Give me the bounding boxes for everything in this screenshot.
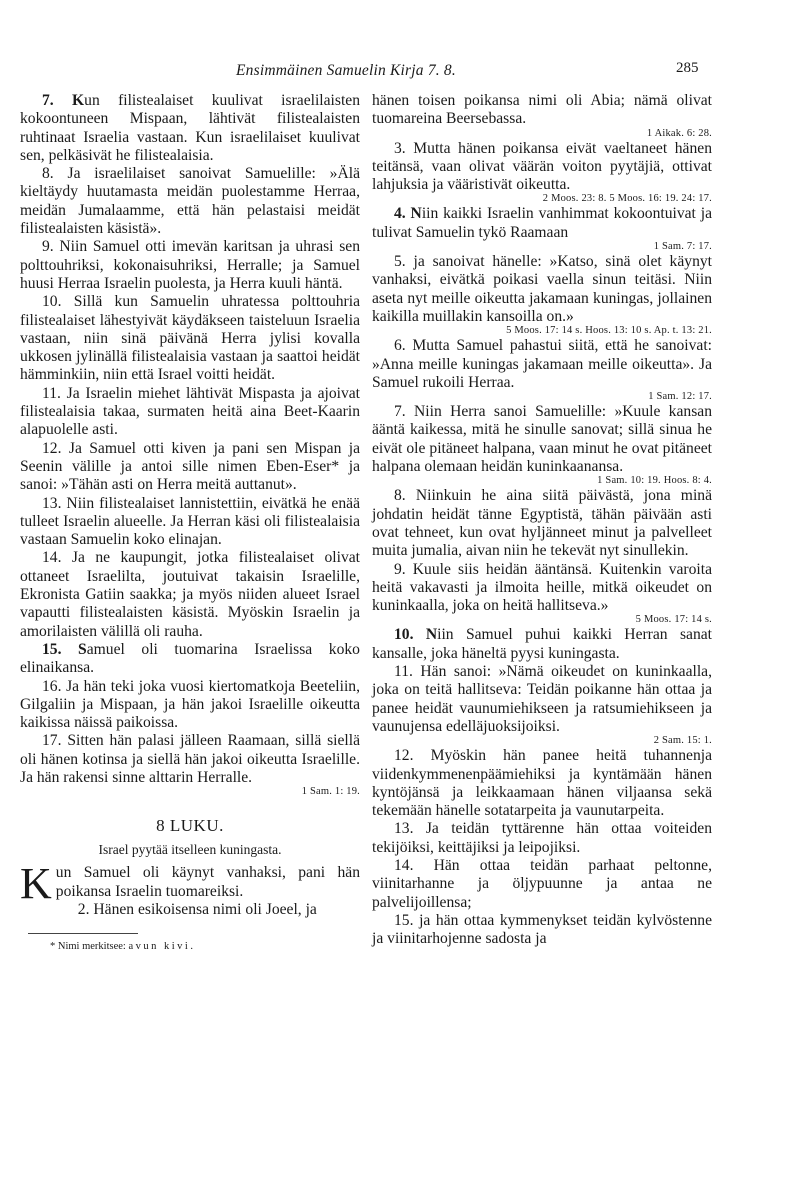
verse-number: 17. (42, 732, 62, 750)
verse-number: 9. (394, 560, 406, 578)
verse-number: 11. (42, 384, 61, 402)
verse-number: 15. (394, 911, 414, 929)
verse-number: 8. (42, 165, 54, 183)
verse-paragraph (372, 337, 712, 403)
verse-paragraph (372, 205, 712, 253)
chapter-paragraphs (20, 859, 360, 919)
verse-text: Niinkuin he aina siitä päivästä, jona minä johdatin heidät tänne Egyptistä, tähän päivään asti ovat tehneet, kun ovat hyljänneet minut ja palvelleet muita jumalia, aivan niin he tekevät nyt sinullekin. (372, 487, 712, 560)
cross-reference: 5 Moos. 17: 14 s. (635, 614, 712, 626)
verse-number: 4. N (394, 205, 422, 223)
verse-text: ja hän ottaa kymmenykset teidän kylvöstenne ja viinitarhojenne sadosta ja (372, 911, 712, 948)
verse-paragraph (20, 92, 360, 165)
verse-paragraph (20, 238, 360, 293)
verse-text: un Samuel oli käynyt vanhaksi, pani hän poikansa Israelin tuomareiksi. (55, 864, 360, 900)
verse-paragraph (372, 626, 712, 663)
verse-paragraph (372, 487, 712, 560)
cross-reference: 1 Sam. 10: 19. Hoos. 8: 4. (597, 475, 712, 487)
verse-paragraph (372, 820, 712, 857)
verse-text: Ja Samuel otti kiven ja pani sen Mispan ja Seenin välille ja antoi sille nimen Eben-Eser* ja sanoi: »Tähän asti on Herra meitä auttanut». (20, 439, 360, 494)
verse-number: 7. (394, 403, 406, 421)
verse-paragraph (372, 857, 712, 912)
footnote-marker: * Nimi merkitsee: (50, 941, 126, 953)
verse-paragraph (372, 747, 712, 820)
verse-paragraph (372, 663, 712, 747)
verse-text: Niin Samuel otti imevän karitsan ja uhrasi sen polttouhriksi, kokonaisuhriksi, Herralle; ja Samuel huusi Herraa Israelin puolesta, ja Herra kuuli häntä. (20, 238, 360, 292)
verse-paragraph (20, 293, 360, 384)
drop-cap: K (20, 859, 52, 909)
verse-text: Hän sanoi: »Nämä oikeudet on kuninkaalla, joka on teitä hallitseva: Teidän poikanne hän ottaa ja panee heidät vaunumiehikseen ja ratsumiehikseen ja vaunujensa edelläjuoksijoiksi. (372, 663, 712, 735)
verse-number: 10. (42, 293, 62, 311)
verse-paragraph (372, 912, 712, 949)
cross-reference: 2 Moos. 23: 8. 5 Moos. 16: 19. 24: 17. (542, 193, 712, 205)
verse-paragraph (20, 678, 360, 733)
verse-number: 8. (394, 487, 406, 505)
verse-paragraph (372, 403, 712, 487)
verse-number: 14. (42, 549, 62, 567)
verse-text: iin kaikki Israelin vanhimmat kokoontuivat ja tulivat Samuelin tykö Raamaan (372, 205, 712, 241)
page-header (0, 62, 792, 82)
footnote (50, 940, 360, 953)
chapter-heading: 8 LUKU. (156, 816, 224, 836)
verse-number: 15. S (42, 640, 87, 658)
verse-number: 12. (394, 747, 414, 765)
verse-text: Sitten hän palasi jälleen Raamaan, sillä siellä oli hänen kotinsa ja siellä hän jakoi oikeutta Israelille. Ja hän rakensi sinne alttarin Herralle. (20, 732, 360, 786)
verse-paragraph (20, 495, 360, 550)
verse-number: 14. (394, 856, 414, 874)
cross-reference: 5 Moos. 17: 14 s. Hoos. 13: 10 s. Ap. t. 13: 21. (506, 325, 712, 337)
verse-text: Myöskin hän panee heitä tuhannenja viidenkymmenenpäämiehiksi ja kyntämään hänen kyntöjänsä ja leikkaamaan hänen viljaansa sekä tekemään hänelle sotatarpeita ja vaunutarpeita. (372, 747, 712, 820)
verse-text: Ja hän teki joka vuosi kiertomatkoja Beeteliin, Gilgaliin ja Mispaan, ja hän jakoi Israelille oikeutta kaikissa näissä paikoissa. (20, 677, 360, 732)
verse-number: 9. (42, 238, 54, 256)
verse-text: Kuule siis heidän ääntänsä. Kuitenkin varoita heitä vakavasti ja ilmoita heille, mitkä oikeudet on kuninkaalla, joka on heitä hallitseva.» (372, 560, 712, 615)
verse-number: 11. (394, 663, 413, 681)
verse-text: Hän ottaa teidän parhaat peltonne, viinitarhanne ja öljypuunne ja antaa ne palvelijoillensa; (372, 856, 712, 911)
verse-number: 10. N (394, 626, 438, 644)
verse-text: hänen toisen poikansa nimi oli Abia; nämä olivat tuomareina Beersebassa. (372, 92, 712, 128)
verse-text: Niin Herra sanoi Samuelille: »Kuule kansan ääntä kaikessa, mitä he sinulle sanovat; sillä sinua he eivät ole pitäneet halpana, vaan minut he ovat pitäneet halpana olemaan heidän kuninkaanansa. (372, 403, 712, 476)
verse-text: Ja Israelin miehet lähtivät Mispasta ja ajoivat filistealaisia takaa, surmaten heitä aina Beet-Kaarin alapuolelle asti. (20, 384, 360, 439)
verse-text: un filistealaiset kuulivat israelilaisten kokoontuneen Mispaan, lähtivät filistealaisten ruhtinaat Israelia vastaan. Kun israelilaiset kuulivat sen, pelkäsivät he filistealaisia. (20, 92, 360, 164)
verse-number: 5. (394, 253, 406, 271)
verse-text: Ja ne kaupungit, jotka filistealaiset olivat ottaneet Israelilta, joutuivat takaisin Israelille, Ekronista Gatiin saakka; ja myös niiden alueet Israel vapautti filistealaisten käsistä. Myöskin Israelin ja amorilaisten välillä oli rauha. (20, 549, 360, 640)
verse-text: Ja teidän tyttärenne hän ottaa voiteiden tekijöiksi, keittäjiksi ja leipojiksi. (372, 820, 712, 856)
page-number: 285 (676, 60, 699, 76)
verse-paragraph (372, 561, 712, 627)
verse-paragraph (372, 253, 712, 337)
cross-reference: 1 Sam. 1: 19. (301, 786, 360, 798)
left-paragraphs (20, 92, 360, 798)
verse-number: 13. (394, 820, 414, 838)
chapter-summary: Israel pyytää itselleen kuningasta. (98, 842, 282, 858)
cross-reference: 1 Sam. 12: 17. (648, 391, 712, 403)
verse-number: 7. K (42, 92, 85, 109)
running-title: Ensimmäinen Samuelin Kirja 7. 8. (236, 62, 456, 79)
verse-number: 2. (77, 900, 90, 918)
cross-reference: 2 Sam. 15: 1. (653, 735, 712, 747)
footnote-meaning: avun kivi. (128, 941, 196, 953)
footnote-divider (28, 933, 138, 934)
verse-paragraph (20, 385, 360, 440)
verse-number: 12. (42, 439, 62, 457)
verse-number: 16. (42, 677, 62, 695)
verse-text: Hänen esikoisensa nimi oli Joeel, ja (89, 900, 317, 918)
cross-reference: 1 Sam. 7: 17. (653, 241, 712, 253)
verse-text: iin Samuel puhui kaikki Herran sanat kansalle, joka häneltä pyysi kuningasta. (372, 626, 712, 662)
verse-paragraph (20, 732, 360, 798)
right-paragraphs (372, 92, 712, 948)
cross-reference: 1 Aikak. 6: 28. (646, 127, 712, 139)
verse-text: Mutta hänen poikansa eivät vaeltaneet hänen teitänsä, vaan olivat väärän voiton pyytäjiä, ottivat lahjuksia ja vääristivät oikeutta. (372, 139, 712, 194)
verse-number: 3. (394, 139, 406, 157)
left-column (20, 92, 360, 953)
verse-paragraph (20, 549, 360, 640)
chapter-paragraph (20, 901, 360, 919)
verse-text: Ja israelilaiset sanoivat Samuelille: »Älä kieltäydy huutamasta meidän puolestamme Herraa, meidän Jumalaamme, että hän pelastaisi meidät filistealaisten käsistä». (20, 165, 360, 238)
verse-text: Mutta Samuel pahastui siitä, että he sanoivat: »Anna meille kuningas jakamaan meille oikeutta». Ja Samuel rukoili Herraa. (372, 337, 712, 391)
verse-text: Niin filistealaiset lannistettiin, eivätkä he enää tulleet Israelin alueelle. Ja Herran käsi oli filistealaisia vastaan Samuelin koko elinajan. (20, 494, 360, 549)
verse-text: ja sanoivat hänelle: »Katso, sinä olet käynyt vanhaksi, eivätkä poikasi vaella sinun teitäsi. Niin aseta nyt meille oikeutta jakamaan kuningas, jollainen kaikilla muillakin kansoilla on.» (372, 253, 712, 325)
verse-number: 13. (42, 494, 62, 512)
verse-paragraph (372, 140, 712, 206)
right-column (372, 92, 712, 948)
verse-number: 6. (394, 337, 406, 355)
verse-paragraph (372, 92, 712, 140)
verse-paragraph (20, 440, 360, 495)
verse-paragraph (20, 641, 360, 678)
verse-text: amuel oli tuomarina Israelissa koko elinaikansa. (20, 640, 360, 677)
verse-paragraph (20, 165, 360, 238)
verse-text: Sillä kun Samuelin uhratessa polttouhria filistealaiset lähestyivät käydäkseen taisteluun Israelia vastaan, niin sinä päivänä Herra jylisi kovalla ukkosen jylinällä filistealaisia vastaan ja saattoi heidät hämminkiin, niin että Israel voitti heidät. (20, 293, 360, 384)
